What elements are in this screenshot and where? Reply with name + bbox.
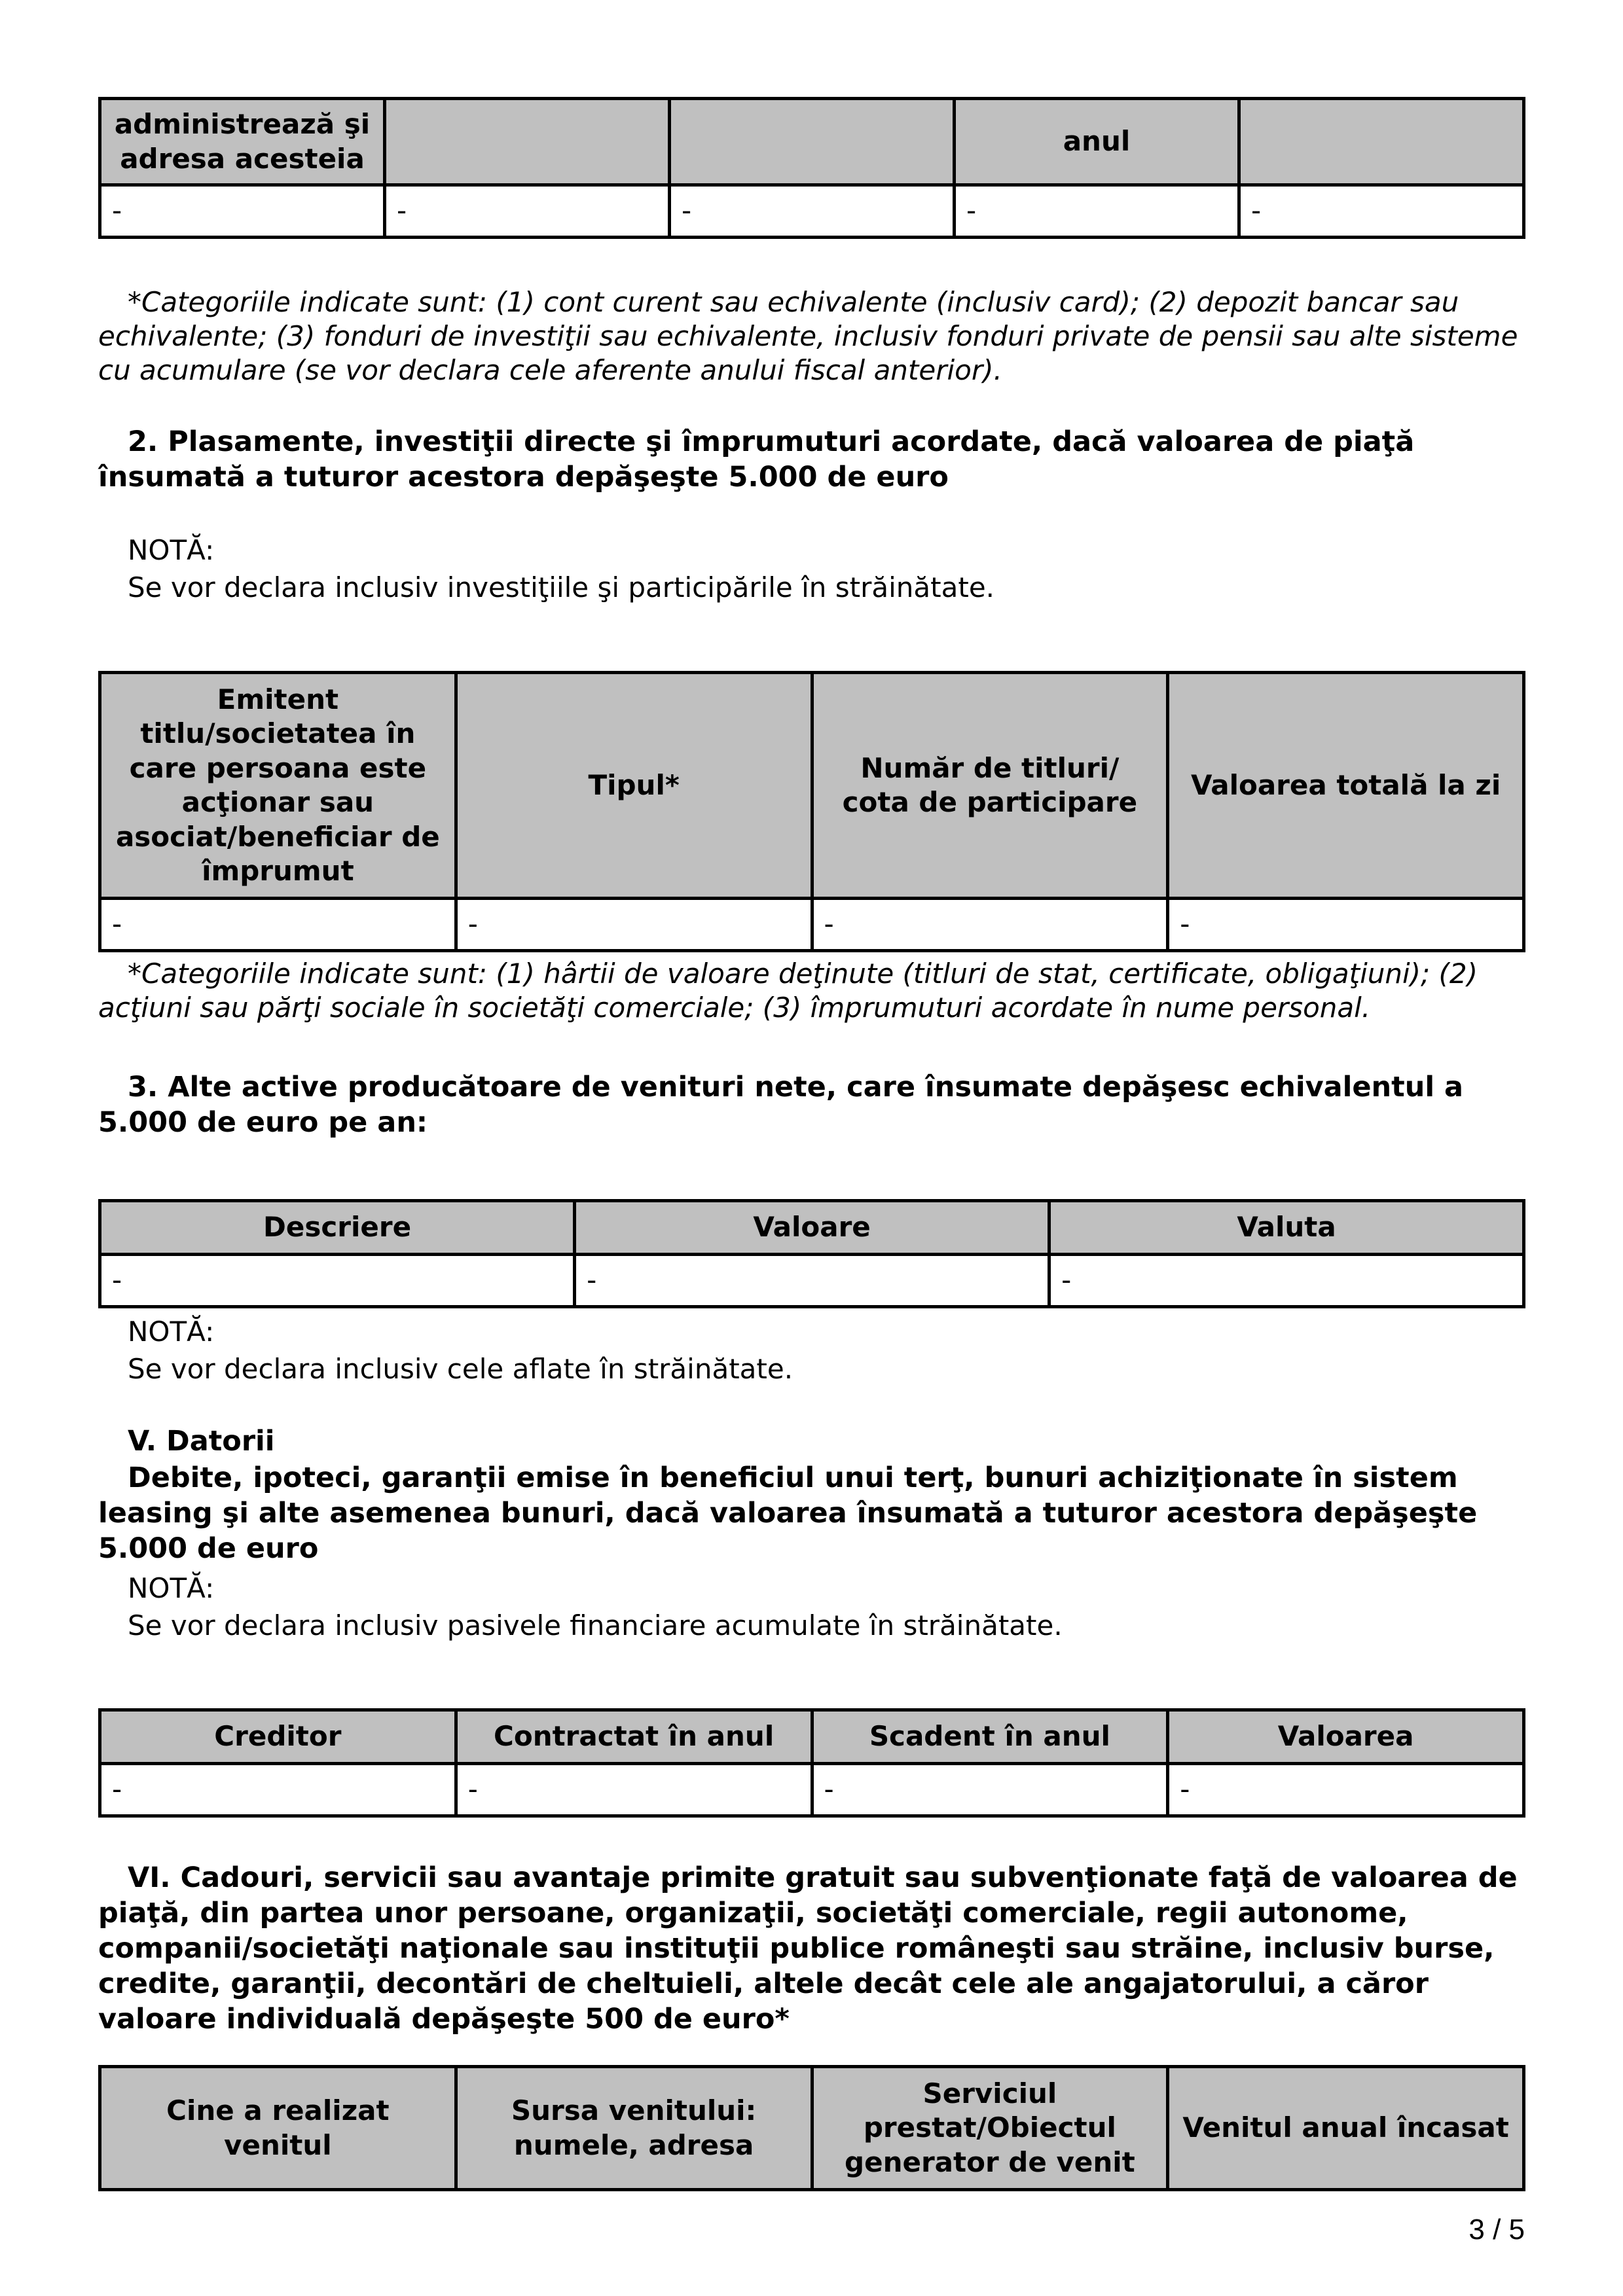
table-cell: -: [100, 1764, 456, 1816]
table-header-row: [100, 673, 1524, 899]
table-cell: -: [100, 185, 385, 238]
note-text: Se vor declara inclusiv investiţiile şi participările în străinătate.: [128, 571, 995, 603]
section-2-note: [98, 531, 1525, 606]
section-2-heading: [98, 424, 1525, 495]
section-5: [98, 1424, 1525, 1566]
table-header-cell: Emitent titlu/societatea în care persoana este acţionar sau asociat/beneficiar de împrumut: [100, 673, 456, 899]
section-heading: VI. Cadouri, servicii sau avantaje primite gratuit sau subvenţionate faţă de valoarea de piaţă, din partea unor persoane, organizaţii, societăţi comerciale, regii autonome, companii/societăţi naţionale sau instituţii publice româneşti sau străine, inclusiv burse, credite, garanţii, decontări de cheltuieli, altele decât cele ale angajatorului, a căror valoare individuală depăşeşte 500 de euro*: [98, 1861, 1518, 2036]
page-number: 3 / 5: [1468, 2214, 1525, 2246]
table-header-row: [100, 1710, 1524, 1764]
footnote-text: *Categoriile indicate sunt: (1) cont curent sau echivalente (inclusiv card); (2) depozit bancar sau echivalente; (3) fonduri de investiţii sau echivalente, inclusiv fonduri private de pensii sau alte sisteme cu acumulare (se vor declara cele aferente anului fiscal anterior).: [98, 286, 1518, 386]
table-header-cell: Valoarea totală la zi: [1168, 673, 1524, 899]
table-row: [100, 1764, 1524, 1816]
table-cell: -: [100, 899, 456, 951]
table-header-cell: [670, 99, 955, 185]
table-header-cell: anul: [955, 99, 1239, 185]
section-3-heading: [98, 1069, 1525, 1140]
table-header-cell: Scadent în anul: [812, 1710, 1168, 1764]
table-header-row: [100, 99, 1524, 185]
table-top: [98, 97, 1525, 239]
table-investments-container: [98, 671, 1525, 952]
section-6-heading: [98, 1860, 1525, 2037]
table-assets-container: [98, 1199, 1525, 1308]
table-header-cell: Creditor: [100, 1710, 456, 1764]
table-cell: -: [812, 899, 1168, 951]
table-header-cell: [385, 99, 670, 185]
table-gifts: [98, 2065, 1525, 2191]
table-header-cell: Număr de titluri/ cota de participare: [812, 673, 1168, 899]
table-cell: -: [575, 1255, 1049, 1307]
table-cell: -: [1239, 185, 1524, 238]
table-cell: -: [955, 185, 1239, 238]
table-cell: -: [100, 1255, 575, 1307]
table-investments: [98, 671, 1525, 952]
section-title: V. Datorii: [128, 1425, 275, 1458]
section-heading: Debite, ipoteci, garanţii emise în beneficiul unui terţ, bunuri achiziţionate în sistem leasing şi alte asemenea bunuri, dacă valoarea însumată a tuturor acestora depăşeşte 5.000 de euro: [98, 1462, 1478, 1565]
footnote-categories-2: [98, 957, 1525, 1025]
table-header-cell: Tipul*: [456, 673, 812, 899]
table-header-cell: Venitul anual încasat: [1168, 2067, 1524, 2190]
table-header-cell: Serviciul prestat/Obiectul generator de venit: [812, 2067, 1168, 2190]
table-header-cell: Valoare: [575, 1201, 1049, 1255]
table-cell: -: [456, 1764, 812, 1816]
table-cell: -: [670, 185, 955, 238]
table-header-cell: [1239, 99, 1524, 185]
note-label: NOTĂ:: [128, 534, 215, 566]
table-header-cell: Valoarea: [1168, 1710, 1524, 1764]
table-debts-container: [98, 1708, 1525, 1818]
table-row: [100, 899, 1524, 951]
table-header-cell: Cine a realizat venitul: [100, 2067, 456, 2190]
table-cell: -: [812, 1764, 1168, 1816]
note-label: NOTĂ:: [128, 1572, 215, 1604]
table-top-container: [98, 97, 1525, 239]
section-3-note: [98, 1313, 1525, 1388]
footnote-categories-1: [98, 285, 1525, 387]
note-text: Se vor declara inclusiv cele aflate în străinătate.: [128, 1353, 793, 1385]
table-header-row: [100, 2067, 1524, 2190]
footnote-text: *Categoriile indicate sunt: (1) hârtii de valoare deţinute (titluri de stat, certificate, obligaţiuni); (2) acţiuni sau părţi sociale în societăţi comerciale; (3) împrumuturi acordate în nume personal.: [98, 958, 1478, 1024]
table-cell: -: [1049, 1255, 1524, 1307]
table-row: [100, 185, 1524, 238]
table-header-cell: Contractat în anul: [456, 1710, 812, 1764]
table-header-cell: Descriere: [100, 1201, 575, 1255]
table-row: [100, 1255, 1524, 1307]
table-header-cell: Valuta: [1049, 1201, 1524, 1255]
section-heading: 3. Alte active producătoare de venituri nete, care însumate depăşesc echivalentul a 5.000 de euro pe an:: [98, 1071, 1464, 1139]
table-gifts-container: [98, 2065, 1525, 2191]
table-header-cell: Sursa venitului: numele, adresa: [456, 2067, 812, 2190]
note-text: Se vor declara inclusiv pasivele financiare acumulate în străinătate.: [128, 1609, 1063, 1641]
table-cell: -: [456, 899, 812, 951]
table-header-row: [100, 1201, 1524, 1255]
table-cell: -: [385, 185, 670, 238]
note-label: NOTĂ:: [128, 1316, 215, 1348]
table-assets: [98, 1199, 1525, 1308]
section-5-note: [98, 1570, 1525, 1644]
table-debts: [98, 1708, 1525, 1818]
table-cell: -: [1168, 899, 1524, 951]
section-heading: 2. Plasamente, investiţii directe şi împrumuturi acordate, dacă valoarea de piaţă însumată a tuturor acestora depăşeşte 5.000 de euro: [98, 425, 1415, 493]
table-cell: -: [1168, 1764, 1524, 1816]
table-header-cell: administrează şi adresa acesteia: [100, 99, 385, 185]
